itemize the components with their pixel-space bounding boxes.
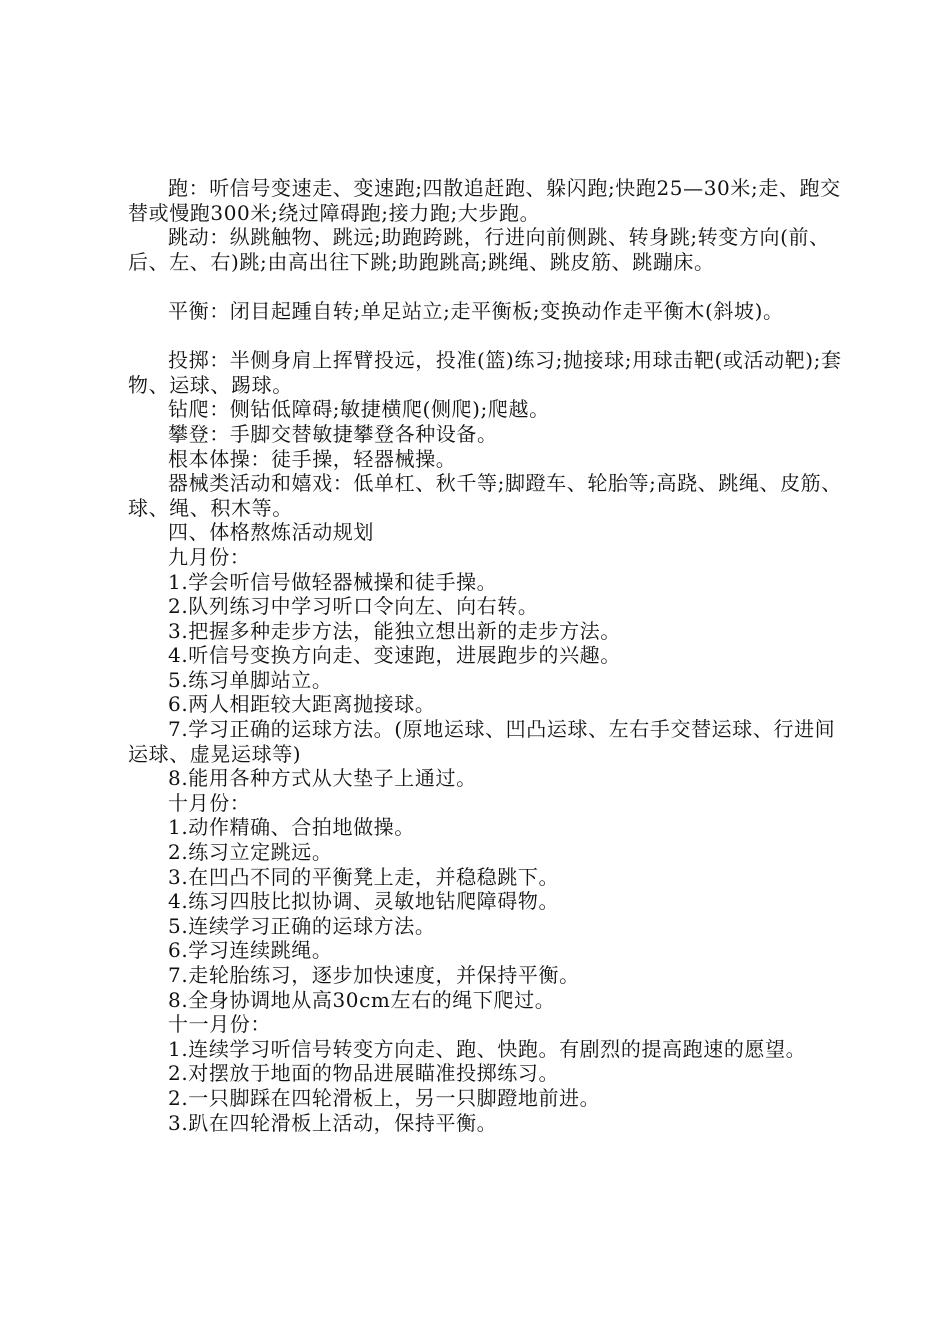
- list-item: 3.在凹凸不同的平衡凳上走，并稳稳跳下。: [168, 864, 560, 889]
- list-item: 1.动作精确、合拍地做操。: [168, 815, 415, 840]
- list-item: 8.能用各种方式从大垫子上通过。: [168, 766, 477, 791]
- list-item: 3.把握多种走步方法，能独立想出新的走步方法。: [168, 618, 621, 643]
- list-item: 4.练习四肢比拟协调、灵敏地钻爬障碍物。: [168, 889, 560, 914]
- month-heading-november: 十一月份：: [168, 1012, 271, 1037]
- paragraph-throw: 投掷：半侧身肩上挥臂投远，投准(篮)练习;抛接球;用球击靶(或活动靶);套物、运球、踢球。: [128, 348, 842, 397]
- paragraph-crawl: 钻爬：侧钻低障碍;敏捷横爬(侧爬);爬越。: [168, 397, 550, 422]
- list-item: 7.走轮胎练习，逐步加快速度，并保持平衡。: [168, 963, 580, 987]
- paragraph-jump: 跳动：纵跳触物、跳远;助跑跨跳，行进向前侧跳、转身跳;转变方向(前、后、左、右)跳;由高出往下跳;助跑跳高;跳绳、跳皮筋、跳蹦床。: [128, 225, 830, 274]
- list-item: 7.学习正确的运球方法。(原地运球、凹凸运球、左右手交替运球、行进间运球、虚晃运球等): [128, 717, 836, 766]
- list-item: 2.队列练习中学习听口令向左、向右转。: [168, 594, 539, 619]
- list-item: 4.听信号变换方向走、变速跑，进展跑步的兴趣。: [168, 643, 621, 668]
- month-heading-september: 九月份：: [168, 544, 251, 569]
- paragraph-equipment: 器械类活动和嬉戏：低单杠、秋千等;脚蹬车、轮胎等;高跷、跳绳、皮筋、球、绳、积木等。: [128, 471, 842, 520]
- list-item: 5.练习单脚站立。: [168, 667, 333, 692]
- list-item: 2.对摆放于地面的物品进展瞄准投掷练习。: [168, 1061, 560, 1086]
- list-item: 3.趴在四轮滑板上活动，保持平衡。: [168, 1110, 498, 1135]
- paragraph-climb: 攀登：手脚交替敏捷攀登各种设备。: [168, 421, 498, 446]
- list-item: 1.连续学习听信号转变方向走、跑、快跑。有剧烈的提高跑速的愿望。: [168, 1036, 807, 1061]
- list-item: 2.一只脚踩在四轮滑板上，另一只脚蹬地前进。: [168, 1085, 601, 1110]
- paragraph-gymnastics: 根本体操：徒手操，轻器械操。: [168, 446, 457, 471]
- paragraph-run: 跑：听信号变速走、变速跑;四散追赶跑、躲闪跑;快跑25—30米;走、跑交替或慢跑300米;绕过障碍跑;接力跑;大步跑。: [128, 176, 841, 225]
- month-heading-october: 十月份：: [168, 790, 251, 815]
- list-item: 6.两人相距较大距离抛接球。: [168, 692, 436, 717]
- list-item: 1.学会听信号做轻器械操和徒手操。: [168, 569, 498, 594]
- list-item: 6.学习连续跳绳。: [168, 938, 333, 963]
- paragraph-balance: 平衡：闭目起踵自转;单足站立;走平衡板;变换动作走平衡木(斜坡)。: [168, 298, 784, 323]
- list-item: 2.练习立定跳远。: [168, 840, 333, 865]
- list-item: 8.全身协调地从高30cm左右的绳下爬过。: [168, 987, 556, 1012]
- document-body: [128, 176, 848, 1135]
- list-item: 5.连续学习正确的运球方法。: [168, 913, 436, 938]
- section-heading: 四、体格熬炼活动规划: [168, 520, 374, 545]
